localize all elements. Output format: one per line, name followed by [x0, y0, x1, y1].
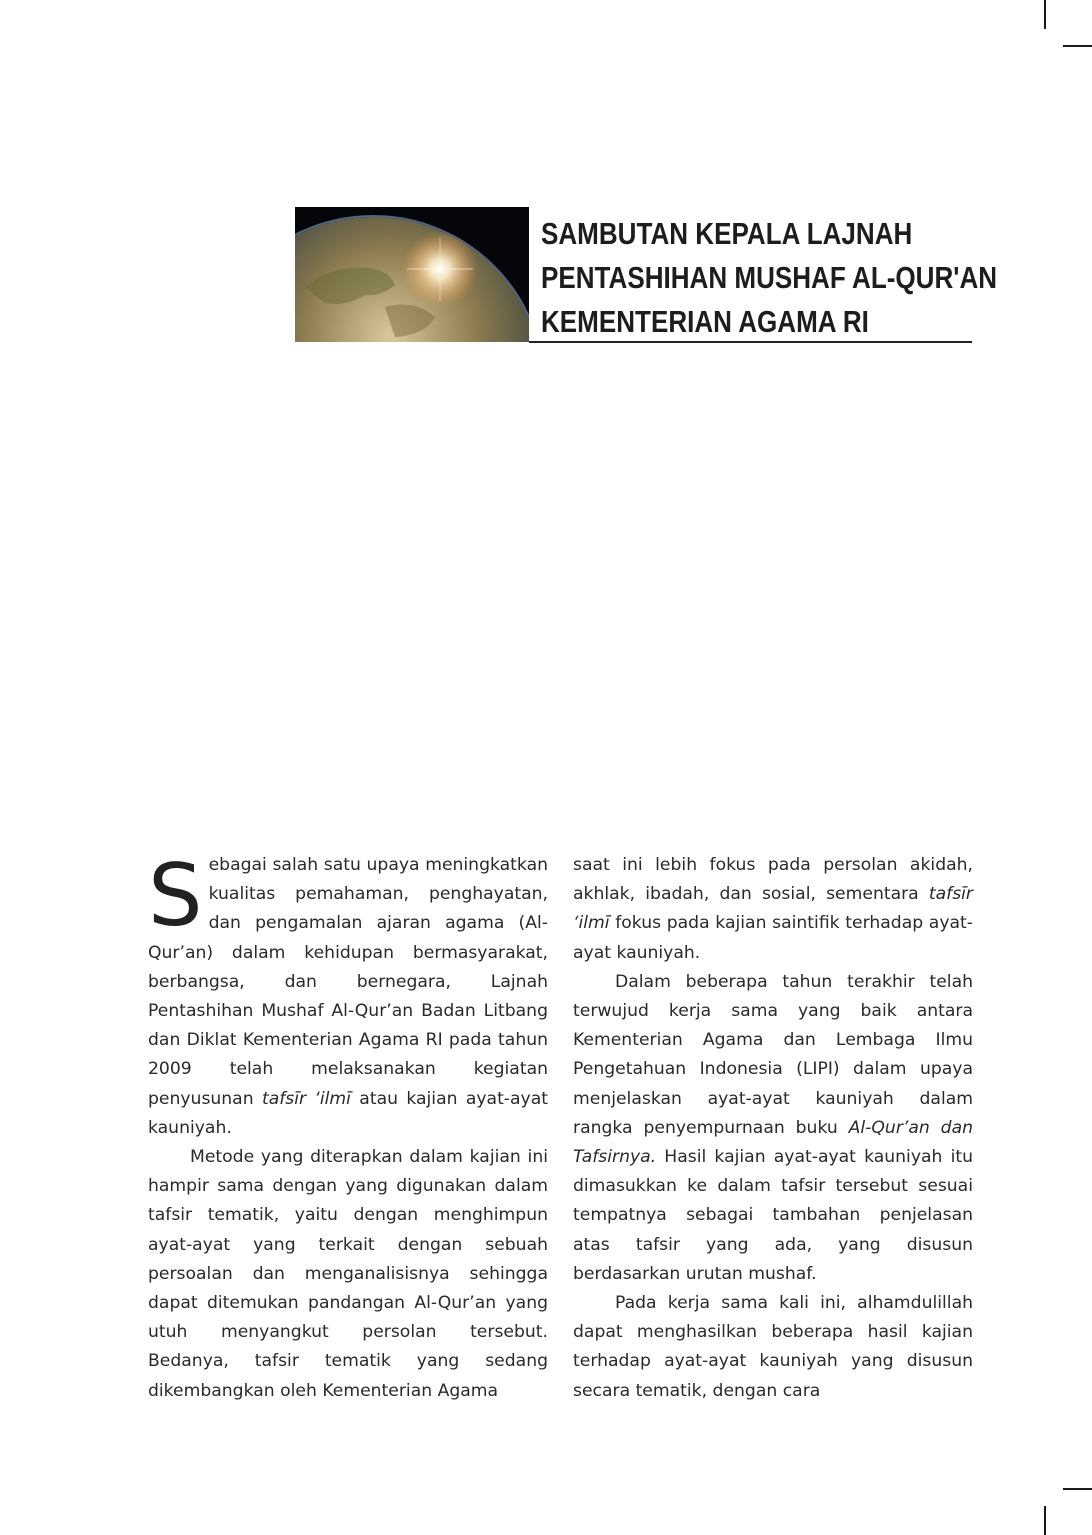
paragraph-3-text: saat ini lebih fokus pada persolan akidah, akhlak, ibadah, dan sosial, sementara	[573, 855, 973, 905]
paragraph-1	[148, 846, 548, 1143]
body-column-left	[148, 846, 548, 1406]
paragraph-4-italic: Al-Qur’an dan Tafsirnya.	[573, 1117, 973, 1168]
title-line-3: KEMENTERIAN AGAMA RI	[541, 304, 869, 339]
crop-mark-top-vertical	[1044, 0, 1046, 29]
paragraph-4-text: Dalam beberapa tahun terakhir telah terwujud kerja sama yang baik antara Kementerian Agama dan Lembaga Ilmu Pengetahuan Indonesia (LIPI) dalam upaya menjelaskan ayat-ayat kauniyah dalam rangka penyempurnaan buku	[573, 971, 973, 1138]
page-title	[541, 212, 998, 344]
crop-mark-bottom-vertical	[1044, 1506, 1046, 1535]
title-line-1: SAMBUTAN KEPALA LAJNAH	[541, 216, 913, 251]
paragraph-5: Pada kerja sama kali ini, alhamdulillah dapat menghasilkan beberapa hasil kajian terhadap ayat-ayat kauniyah yang disusun secara tematik, dengan cara	[573, 1293, 973, 1401]
paragraph-3-italic: tafsīr ‘ilmī	[573, 884, 973, 934]
earth-sunrise-image	[295, 207, 529, 342]
paragraph-3-end: fokus pada kajian saintifik terhadap ayat-ayat kauniyah.	[573, 913, 973, 963]
paragraph-1-text: ebagai salah satu upaya meningkatkan kualitas pemahaman, penghayatan, dan pengamalan ajaran agama (Al-Qur’an) dalam kehidupan bermasyarakat, berbangsa, dan bernegara, Lajnah Pentashihan Mushaf Al-Qur’an Badan Litbang dan Diklat Kementerian Agama RI pada tahun 2009 telah melaksanakan kegiatan penyusunan	[148, 855, 548, 1109]
crop-mark-bottom-horizontal	[1063, 1488, 1092, 1490]
paragraph-4-end: Hasil kajian ayat-ayat kauniyah itu dimasukkan ke dalam tafsir tersebut sesuai tempatnya sebagai tambahan penjelasan atas tafsir yang ada, yang disusun berdasarkan urutan mushaf.	[573, 1147, 973, 1284]
crop-mark-top-horizontal	[1063, 45, 1092, 47]
paragraph-1-end: atau kajian ayat-ayat kauniyah.	[148, 1088, 548, 1138]
earth-icon	[295, 207, 529, 342]
body-column-right	[573, 851, 973, 1406]
paragraph-1-italic: tafsīr ‘ilmī	[261, 1088, 351, 1109]
drop-cap: S	[148, 846, 203, 946]
paragraph-4	[573, 968, 973, 1289]
paragraph-3	[573, 851, 973, 968]
title-underline	[529, 341, 972, 343]
title-line-2: PENTASHIHAN MUSHAF AL-QUR'AN	[541, 260, 998, 295]
paragraph-2: Metode yang diterapkan dalam kajian ini hampir sama dengan yang digunakan dalam tafsir tematik, yaitu dengan menghimpun ayat-ayat yang terkait dengan sebuah persoalan dan menganalisisnya sehingga dapat ditemukan pandangan Al-Qur’an yang utuh menyangkut persolan tersebut. Bedanya, tafsir tematik yang sedang dikembangkan oleh Kementerian Agama	[148, 1147, 548, 1401]
